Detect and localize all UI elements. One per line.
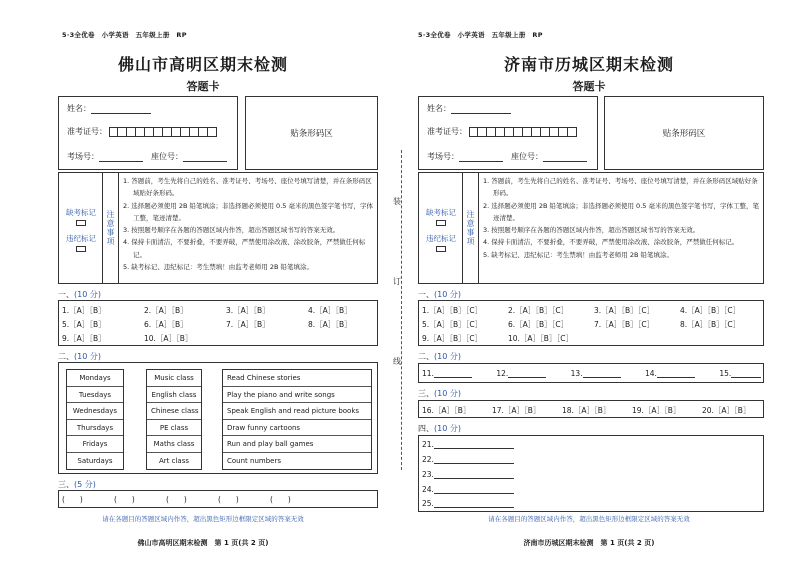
- classes-column: [146, 369, 202, 470]
- ticket-number-cells[interactable]: [109, 127, 217, 137]
- barcode-area: 贴条形码区: [245, 96, 378, 170]
- answer-9[interactable]: 9.［A］［B］［C］: [422, 334, 483, 343]
- left-answer-sheet: [28, 0, 378, 566]
- answer-6[interactable]: 6.［A］［B］: [144, 320, 188, 329]
- answer-9[interactable]: 9.［A］［B］: [62, 334, 106, 343]
- cut-line: [401, 150, 411, 470]
- page-title: 佛山市高明区期末检测: [117, 55, 288, 74]
- room-label: 考场号：: [427, 152, 459, 161]
- section-3-label: 三、(5 分): [58, 480, 96, 489]
- section-2-label: 二、(10 分): [418, 352, 461, 361]
- section-3-label: 三、(10 分): [418, 389, 461, 398]
- footer-note: 请在各题目的答题区域内作答，超出黑色矩形边框限定区域的答案无效: [488, 515, 690, 523]
- answer-8[interactable]: 8.［A］［B］: [308, 320, 352, 329]
- class-item: PE class: [147, 420, 201, 437]
- ticket-label: 准考证号：: [67, 127, 107, 136]
- fill-blank-15[interactable]: [731, 369, 761, 378]
- day-item: Fridays: [67, 436, 123, 453]
- name-label: 姓名：: [67, 104, 91, 113]
- answer-5[interactable]: 5.［A］［B］［C］: [422, 320, 483, 329]
- answer-1[interactable]: 1.［A］［B］［C］: [422, 306, 483, 315]
- class-item: Chinese class: [147, 403, 201, 420]
- page-subtitle: 答题卡: [572, 80, 606, 93]
- blank-4[interactable]: ( ): [218, 495, 239, 504]
- answer-4[interactable]: 4.［A］［B］: [308, 306, 352, 315]
- room-field[interactable]: [99, 153, 143, 162]
- blank-1[interactable]: ( ): [62, 495, 83, 504]
- write-line-21[interactable]: [434, 440, 514, 449]
- room-field[interactable]: [459, 153, 503, 162]
- class-item: English class: [147, 387, 201, 404]
- blank-5[interactable]: ( ): [270, 495, 291, 504]
- answer-8[interactable]: 8.［A］［B］［C］: [680, 320, 741, 329]
- answer-20[interactable]: 20.［A］［B］: [702, 406, 751, 415]
- name-label: 姓名：: [427, 104, 451, 113]
- answer-2[interactable]: 2.［A］［B］: [144, 306, 188, 315]
- name-field[interactable]: [451, 105, 511, 114]
- section-1-label: 一、(10 分): [58, 290, 101, 299]
- class-item: Art class: [158, 456, 189, 465]
- answer-10[interactable]: 10.［A］［B］［C］: [508, 334, 573, 343]
- absent-mark[interactable]: 缺考标记: [419, 207, 463, 226]
- day-item: Wednesdays: [67, 403, 123, 420]
- fill-blank-11[interactable]: [434, 369, 472, 378]
- absent-mark[interactable]: 缺考标记: [59, 207, 103, 226]
- section-2-label: 二、(10 分): [58, 352, 101, 361]
- day-item: Mondays: [67, 370, 123, 387]
- fill-blank-12[interactable]: [508, 369, 546, 378]
- footer-note: 请在各题目的答题区域内作答，超出黑色矩形边框限定区域的答案无效: [102, 515, 304, 523]
- activity-item: Read Chinese stories: [223, 370, 371, 387]
- write-line-25[interactable]: [434, 499, 514, 508]
- answer-4[interactable]: 4.［A］［B］［C］: [680, 306, 741, 315]
- page-title: 济南市历城区期末检测: [503, 55, 674, 74]
- answer-2[interactable]: 2.［A］［B］［C］: [508, 306, 569, 315]
- write-line-23[interactable]: [434, 470, 514, 479]
- activity-item: Run and play ball games: [223, 436, 371, 453]
- section-4-label: 四、(10 分): [418, 424, 461, 433]
- seat-label: 座位号：: [151, 152, 183, 161]
- days-column: [66, 369, 124, 470]
- blank-2[interactable]: ( ): [114, 495, 135, 504]
- cut-char: 线: [393, 357, 401, 366]
- rules-list: 1. 答题前，考生先将自己的姓名、准考证号、考场号、座位号填写清楚，并在条形码区域贴好条形码。 2. 选择题必须使用 2B 铅笔填涂；非选择题必须使用 0.5 毫米的黑色签字笔书写，字体工整，笔迹清楚。 3. 按照题号顺序在各题的答题区域内作答，超出答题区域书写的答案无效。 4. 保持卡面清洁，不要折叠，不要弄破，严禁使用涂改液、涂改胶条，严禁做任何标记。 5. 缺考标记、违纪标记：考生禁填！由监考老师用 2B 铅笔填涂。: [123, 177, 373, 272]
- answer-3[interactable]: 3.［A］［B］［C］: [594, 306, 655, 315]
- name-field[interactable]: [91, 105, 151, 114]
- ticket-label: 准考证号：: [427, 127, 467, 136]
- activities-column: [222, 369, 372, 470]
- cut-char: 装: [393, 197, 401, 206]
- series-label: 5·3全优卷 小学英语 五年级上册 RP: [418, 31, 543, 39]
- blank-3[interactable]: ( ): [166, 495, 187, 504]
- day-item: Saturdays: [77, 456, 113, 465]
- answer-5[interactable]: 5.［A］［B］: [62, 320, 106, 329]
- answer-16[interactable]: 16.［A］［B］: [422, 406, 471, 415]
- page-footer: 佛山市高明区期末检测 第 1 页(共 2 页): [137, 539, 269, 547]
- notice-box: [58, 172, 378, 284]
- ticket-number-cells[interactable]: [469, 127, 577, 137]
- answer-10[interactable]: 10.［A］［B］: [144, 334, 193, 343]
- activity-item: Speak English and read picture books: [223, 403, 371, 420]
- barcode-area: 贴条形码区: [604, 96, 764, 170]
- day-item: Tuesdays: [67, 387, 123, 404]
- class-item: Maths class: [147, 436, 201, 453]
- fill-blank-13[interactable]: [583, 369, 621, 378]
- activity-item: Draw funny cartoons: [223, 420, 371, 437]
- room-label: 考场号：: [67, 152, 99, 161]
- answer-7[interactable]: 7.［A］［B］［C］: [594, 320, 655, 329]
- seat-field[interactable]: [543, 153, 587, 162]
- class-item: Music class: [147, 370, 201, 387]
- answer-7[interactable]: 7.［A］［B］: [226, 320, 270, 329]
- violation-mark[interactable]: 违纪标记: [419, 233, 463, 252]
- fill-row: 11. 12. 13. 14. 15.: [422, 369, 761, 378]
- activity-item: Play the piano and write songs: [223, 387, 371, 404]
- page-subtitle: 答题卡: [186, 80, 220, 93]
- notice-label: 注意事项: [466, 210, 475, 246]
- series-label: 5·3全优卷 小学英语 五年级上册 RP: [62, 31, 187, 39]
- write-line-22[interactable]: [434, 455, 514, 464]
- answer-1[interactable]: 1.［A］［B］: [62, 306, 106, 315]
- seat-field[interactable]: [183, 153, 227, 162]
- section-1-label: 一、(10 分): [418, 290, 461, 299]
- notice-label: 注意事项: [106, 210, 115, 246]
- activity-item: Count numbers: [227, 456, 281, 465]
- answer-19[interactable]: 19.［A］［B］: [632, 406, 681, 415]
- page-footer: 济南市历城区期末检测 第 1 页(共 2 页): [523, 539, 655, 547]
- cut-char: 订: [393, 277, 401, 286]
- day-item: Thursdays: [67, 420, 123, 437]
- write-line-24[interactable]: [434, 485, 514, 494]
- right-answer-sheet: 5·3全优卷 小学英语 五年级上册 RP 济南市历城区期末检测 答题卡 姓名： 准考证号： 考场号： 座位号： 贴条形码区 缺考标记 违纪标记 注意事项 1. 答题前，考生先将自己的姓名、准考证号、考场号、座位号填写清楚，并在条形码区域贴好条形码。 2. 选择题必须使用 2B 铅笔填涂；非选择题必须使用 0.5 毫米的黑色签字笔书写，字体工整，笔迹清楚。 3. 按照题号顺序在各题的答题区域内作答，超出答题区域书写的答案无效。 4. 保持卡面清洁，不要折叠，不要弄破，严禁使用涂改液、涂改胶条，严禁做任何标记。 5. 缺考标记、违纪标记：考生禁填！由监考老师用 2B 铅笔填涂。 一、(10 分) 1.［A］［B］［C］ 2.［A］［B］［C］ 3.［A］［B］［C］ 4.［A］［B］［C］ 5.［A］［B］［C］ 6.［A］［B］［C］ 7.［A］［B］［C］ 8.［A］［B］［C］ 9.［A］［B］［C］ 10.［A］［B］［C］ 二、(10 分) 11. 12. 13. 14. 15. 三、(10 分) 16.［A］［B］ 17.［A］［B］ 18.［A］［B］ 19.［A］［B］ 20.［A］［B］ 四、(10 分) 21. 22. 23. 24. 25. 请在各题目的答题区域内作答，超出黑色矩形边框限定区域的答案无效 济南市历城区期末检测 第 1 页(共 2 页): [414, 0, 764, 566]
- answer-3[interactable]: 3.［A］［B］: [226, 306, 270, 315]
- seat-label: 座位号：: [511, 152, 543, 161]
- student-info-box: [58, 96, 238, 170]
- answer-17[interactable]: 17.［A］［B］: [492, 406, 541, 415]
- rules-list: 1. 答题前，考生先将自己的姓名、准考证号、考场号、座位号填写清楚，并在条形码区域贴好条形码。 2. 选择题必须使用 2B 铅笔填涂；非选择题必须使用 0.5 毫米的黑色签字笔书写，字体工整，笔迹清楚。 3. 按照题号顺序在各题的答题区域内作答，超出答题区域书写的答案无效。 4. 保持卡面清洁，不要折叠，不要弄破，严禁使用涂改液、涂改胶条，严禁做任何标记。 5. 缺考标记、违纪标记：考生禁填！由监考老师用 2B 铅笔填涂。: [483, 177, 759, 259]
- notice-box: [418, 172, 764, 284]
- answer-6[interactable]: 6.［A］［B］［C］: [508, 320, 569, 329]
- student-info-box: [418, 96, 598, 170]
- violation-mark[interactable]: 违纪标记: [59, 233, 103, 252]
- fill-blank-14[interactable]: [657, 369, 695, 378]
- answer-18[interactable]: 18.［A］［B］: [562, 406, 611, 415]
